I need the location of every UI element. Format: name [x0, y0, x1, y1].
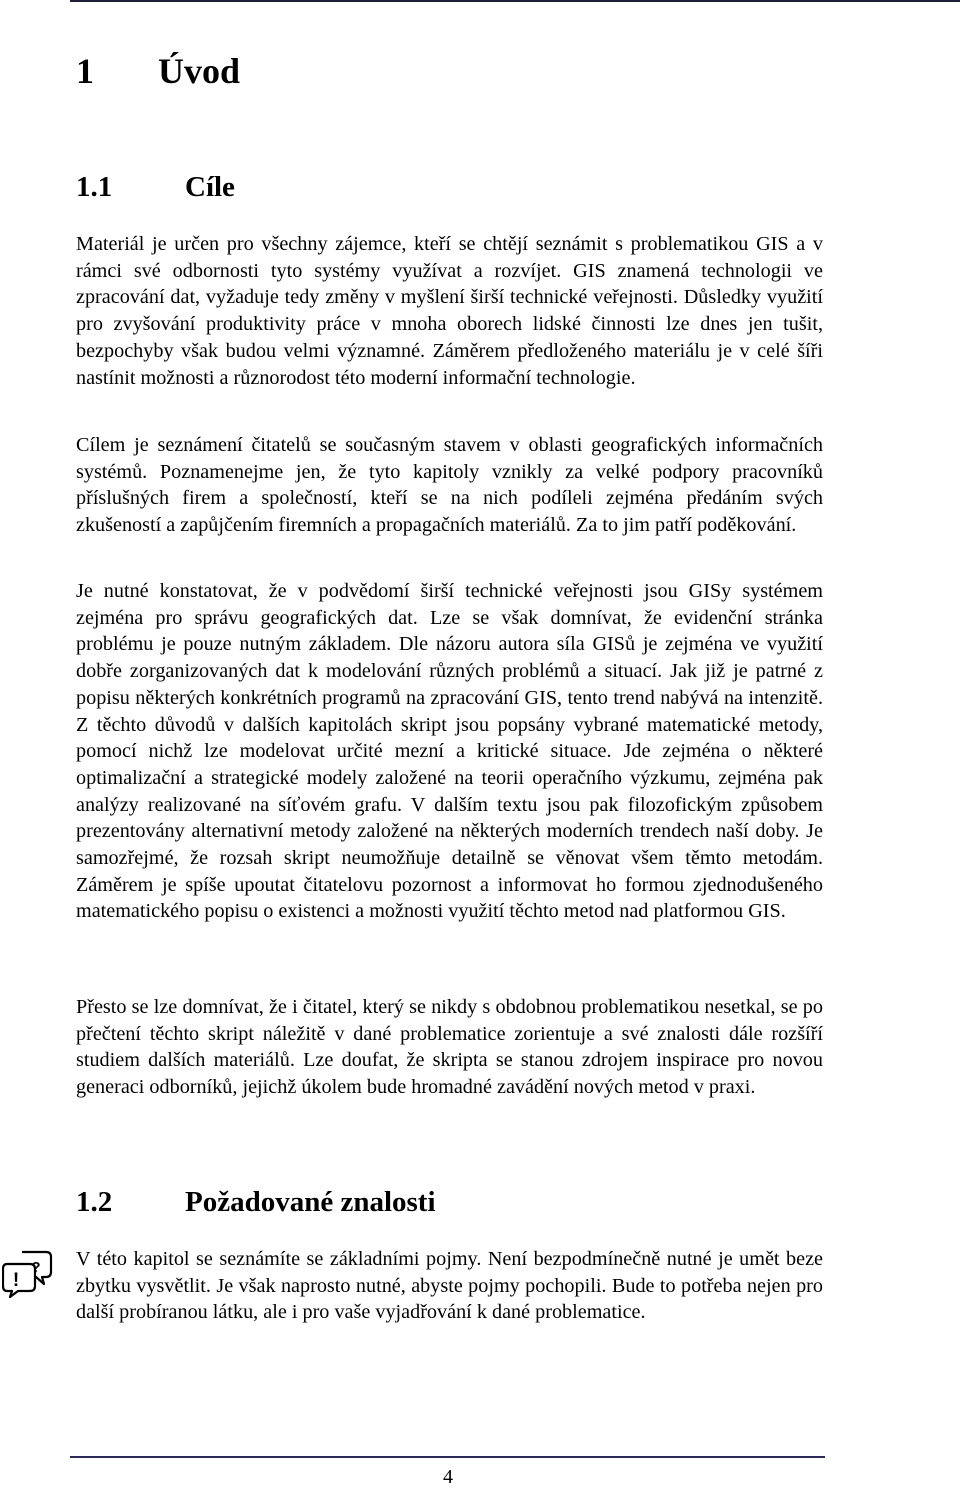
- paragraph: Cílem je seznámení čitatelů se současným stavem v oblasti geografických informačních systémů. Poznamenejme jen, že tyto kapitoly vznikly za velké podpory pracovníků příslušných firem a společností, kteří se na nich podíleli zejména předáním svých zkušeností a zapůjčením firemních a propagačních materiálů. Za to jim patří poděkování.: [76, 434, 823, 537]
- section-title: Cíle: [185, 171, 235, 203]
- section-number: 1.2: [76, 1186, 113, 1218]
- section-title: Požadované znalosti: [185, 1186, 436, 1218]
- chapter-title: Úvod: [158, 51, 241, 91]
- chapter-heading: [76, 50, 240, 92]
- section-heading-goals: [76, 171, 235, 204]
- page-number: 4: [443, 1466, 453, 1488]
- bottom-rule: [70, 1456, 825, 1458]
- speech-bubbles-question-exclamation-icon: [2, 1248, 54, 1298]
- section-number: 1.1: [76, 171, 113, 203]
- chapter-number: 1: [76, 51, 94, 91]
- paragraph: V této kapitol se seznámíte se základními pojmy. Není bezpodmínečně nutné je umět beze zbytku vysvětlit. Je však naprosto nutné, abyste pojmy pochopili. Bude to potřeba nejen pro další probíranou látku, ale i pro vaše vyjadřování k dané problematice.: [76, 1248, 823, 1324]
- paragraph: Přesto se lze domnívat, že i čitatel, který se nikdy s obdobnou problematikou nesetkal, se po přečtení těchto skript náležitě v dané problematice zorientuje a své znalosti dále rozšíří studiem dalších materiálů. Lze doufat, že skripta se stanou zdrojem inspirace pro novou generaci odborníků, jejichž úkolem bude hromadné zavádění nových metod v praxi.: [76, 996, 823, 1099]
- top-rule: [70, 0, 960, 2]
- svg-text:?: ?: [31, 1259, 41, 1276]
- section-heading-knowledge: [76, 1186, 436, 1219]
- paragraph: Je nutné konstatovat, že v podvědomí širší technické veřejnosti jsou GISy systémem zejména pro správu geografických dat. Lze se však domnívat, že evidenční stránka problému je pouze nutným základem. Dle názoru autora síla GISů je zejména ve využití dobře zorganizovaných dat k modelování různých problémů a situací. Jak již je patrné z popisu některých konkrétních programů na zpracování GIS, tento trend nabývá na intenzitě. Z těchto důvodů v dalších kapitolách skript jsou popsány vybrané matematické metody, pomocí nichž lze modelovat určité mezní a kritické situace. Jde zejména o některé optimalizační a strategické modely založené na teorii operačního výzkumu, zejména pak analýzy realizované na síťovém grafu. V dalším textu jsou pak filozofickým způsobem prezentovány alternativní metody založené na některých moderních trendech naší doby. Je samozřejmé, že rozsah skript neumožňuje detailně se věnovat všem těmto metodám. Záměrem je spíše upoutat čitatelovu pozornost a informovat ho formou zjednodušeného matematického popisu o existenci a možnosti využití těchto metod nad platformou GIS.: [76, 580, 823, 923]
- paragraph: Materiál je určen pro všechny zájemce, kteří se chtějí seznámit s problematikou GIS a v rámci své odbornosti tyto systémy využívat a rozvíjet. GIS znamená technologii ve zpracování dat, vyžaduje tedy změny v myšlení širší technické veřejnosti. Důsledky využití pro zvyšování produktivity práce v mnoha oborech lidské činnosti lze dnes jen tušit, bezpochyby však budou velmi významné. Záměrem předloženého materiálu je v celé šíři nastínit možnosti a různorodost této moderní informační technologie.: [76, 233, 823, 389]
- svg-text:!: !: [12, 1270, 20, 1291]
